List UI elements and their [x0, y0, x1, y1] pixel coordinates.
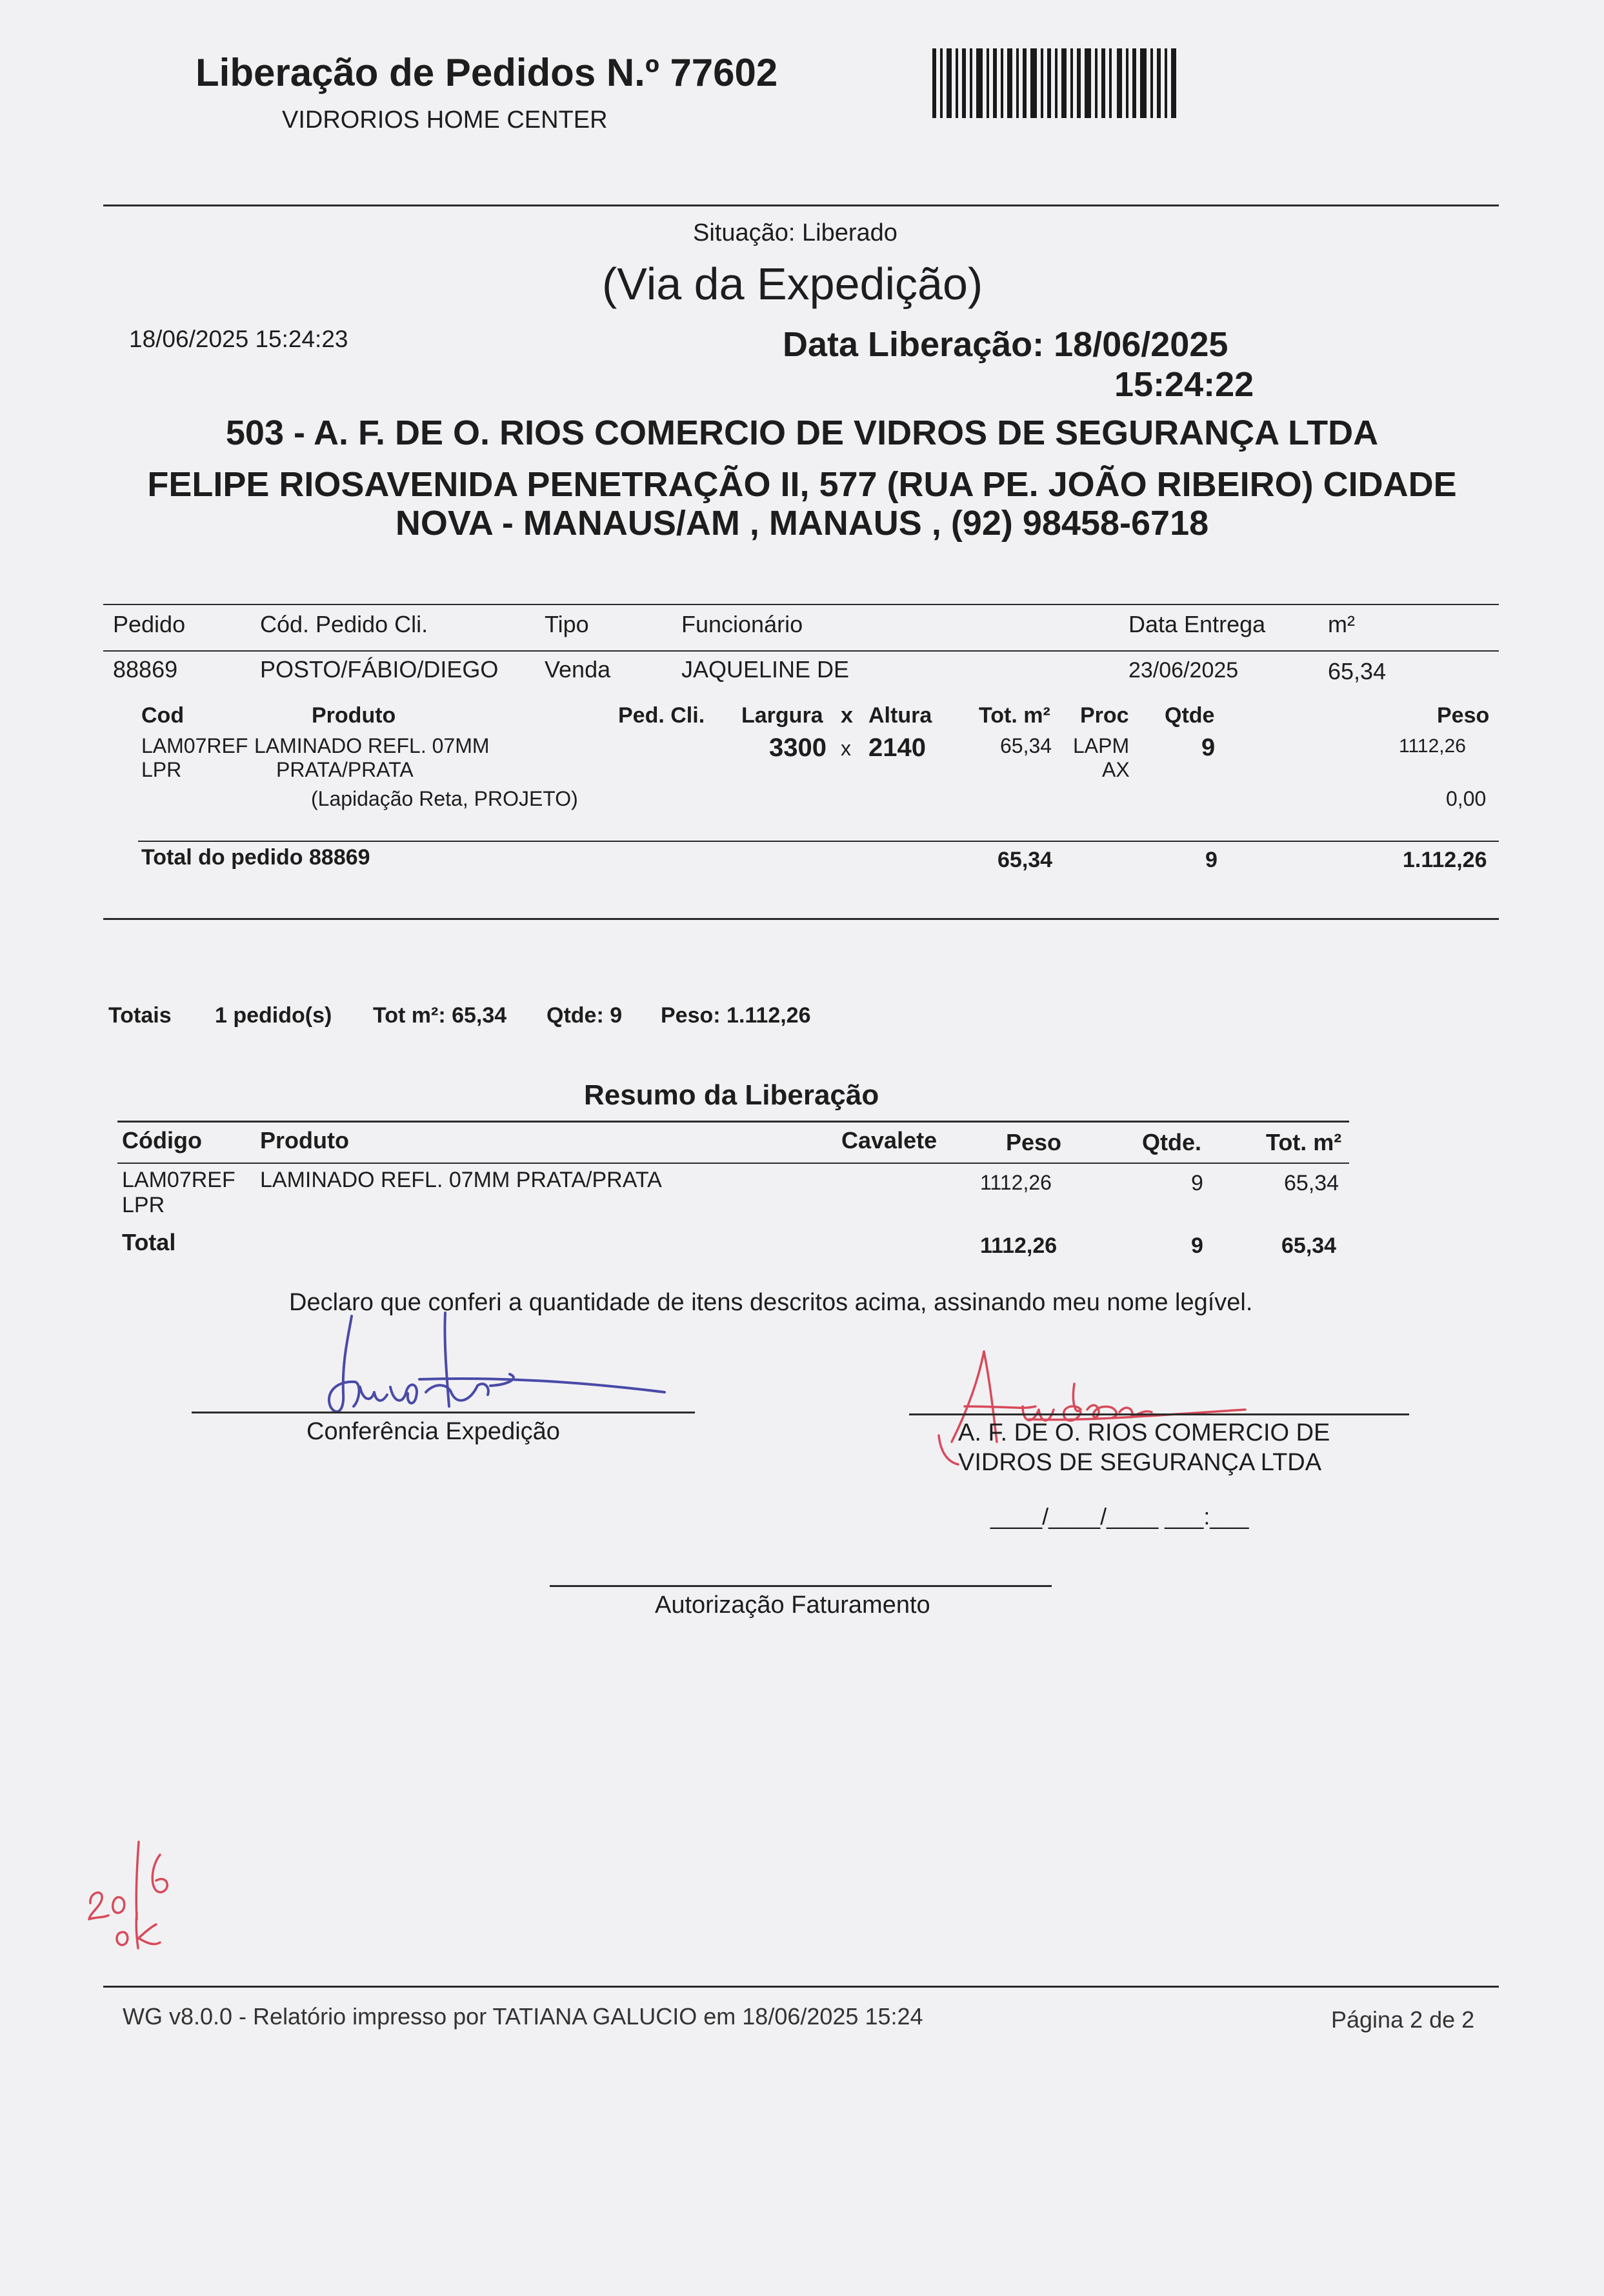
order-header-pedido: Pedido: [113, 611, 186, 637]
resumo-header-tot-m2: Tot. m²: [1266, 1129, 1342, 1155]
release-date: Data Liberação: 18/06/2025: [783, 325, 1228, 364]
resumo-produto: LAMINADO REFL. 07MM PRATA/PRATA: [260, 1168, 662, 1192]
client-name: 503 - A. F. DE O. RIOS COMERCIO DE VIDROS DE SEGURANÇA LTDA: [225, 414, 1379, 452]
order-cell-funcionario: JAQUELINE DE: [681, 656, 850, 683]
header-divider: [103, 205, 1499, 206]
items-header-ped-cli: Ped. Cli.: [618, 703, 705, 728]
resumo-total-tot-m2: 65,34: [1281, 1233, 1337, 1258]
footer-page-number: Página 2 de 2: [1331, 2006, 1475, 2033]
order-total-m2: 65,34: [997, 848, 1053, 872]
resumo-tot-m2: 65,34: [1284, 1171, 1339, 1195]
order-header-funcionario: Funcionário: [681, 611, 803, 637]
declaration-text: Declaro que conferi a quantidade de itens descritos acima, assinando meu nome legível.: [289, 1289, 1253, 1316]
situacao-label: Situação: Liberado: [693, 219, 897, 246]
items-header-qtde: Qtde: [1165, 703, 1215, 728]
resumo-header-cavalete: Cavalete: [841, 1127, 937, 1153]
resumo-top-rule: [117, 1121, 1349, 1123]
client-signature-line: [909, 1413, 1409, 1415]
items-total-rule: [138, 841, 1499, 842]
footer-rule: [103, 1986, 1499, 1988]
totais-m2: Tot m²: 65,34: [373, 1003, 507, 1028]
item-qtde: 9: [1201, 734, 1216, 761]
resumo-codigo-line1: LAM07REF: [122, 1168, 236, 1192]
company-name: VIDRORIOS HOME CENTER: [282, 106, 608, 134]
items-header-x: x: [841, 703, 853, 728]
release-time: 15:24:22: [1114, 365, 1254, 404]
order-cell-pedido: 88869: [113, 656, 178, 683]
resumo-header-rule: [117, 1163, 1349, 1164]
order-total-peso: 1.112,26: [1403, 848, 1487, 872]
resumo-header-produto: Produto: [260, 1127, 349, 1153]
resumo-codigo-line2: LPR: [122, 1193, 165, 1217]
item-tot-m2: 65,34: [1000, 734, 1052, 757]
resumo-total-qtde: 9: [1191, 1233, 1203, 1258]
via-label: (Via da Expedição): [602, 259, 983, 309]
item-produto-line1: LAMINADO REFL. 07MM: [254, 734, 490, 757]
client-address-line1: FELIPE RIOSAVENIDA PENETRAÇÃO II, 577 (RUA PE. JOÃO RIBEIRO) CIDADE: [147, 465, 1457, 504]
conferencia-signature-line: [192, 1412, 695, 1413]
items-header-cod: Cod: [141, 703, 185, 728]
items-header-tot-m2: Tot. m²: [979, 703, 1050, 728]
footer-printed-by: WG v8.0.0 - Relatório impresso por TATIANA GALUCIO em 18/06/2025 15:24: [123, 2003, 923, 2030]
client-address-line2: NOVA - MANAUS/AM , MANAUS , (92) 98458-6718: [395, 504, 1209, 543]
handwritten-note-icon: [77, 1816, 194, 1952]
order-cell-cod-cli: POSTO/FÁBIO/DIEGO: [260, 656, 499, 683]
resumo-qtde: 9: [1191, 1171, 1203, 1195]
item-valor: 0,00: [1446, 787, 1487, 810]
resumo-header-qtde: Qtde.: [1142, 1129, 1202, 1155]
autorizacao-label: Autorização Faturamento: [655, 1592, 930, 1619]
item-x: x: [841, 737, 851, 760]
item-proc-line2: AX: [1102, 758, 1130, 781]
date-time-blank: ____/____/____ ___:___: [990, 1503, 1249, 1530]
client-signature-name-line2: VIDROS DE SEGURANÇA LTDA: [958, 1449, 1322, 1476]
resumo-peso: 1112,26: [980, 1171, 1052, 1194]
item-peso: 1112,26: [1399, 735, 1466, 757]
barcode-icon: [932, 48, 1178, 118]
order-cell-m2: 65,34: [1328, 658, 1387, 684]
item-altura: 2140: [868, 734, 926, 762]
order-header-cod-cli: Cód. Pedido Cli.: [260, 611, 428, 637]
resumo-header-codigo: Código: [122, 1127, 202, 1153]
order-header-data-entrega: Data Entrega: [1128, 611, 1266, 637]
order-header-tipo: Tipo: [545, 611, 589, 637]
items-header-altura: Altura: [868, 703, 932, 728]
items-header-proc: Proc: [1080, 703, 1129, 728]
item-cod-line1: LAM07REF: [141, 734, 248, 757]
item-processo: (Lapidação Reta, PROJETO): [311, 787, 578, 810]
resumo-total-label: Total: [122, 1229, 176, 1255]
items-header-peso: Peso: [1437, 703, 1490, 728]
totais-peso: Peso: 1.112,26: [661, 1003, 811, 1028]
conferencia-label: Conferência Expedição: [306, 1418, 560, 1445]
orders-end-rule: [103, 918, 1499, 920]
totais-label: Totais: [108, 1003, 172, 1028]
item-produto-line2: PRATA/PRATA: [276, 758, 414, 781]
resumo-header-peso: Peso: [1006, 1129, 1062, 1155]
totais-qtde: Qtde: 9: [546, 1003, 623, 1028]
item-proc-line1: LAPM: [1073, 734, 1130, 757]
items-header-produto: Produto: [312, 703, 396, 728]
order-total-label: Total do pedido 88869: [141, 845, 370, 870]
order-header-m2: m²: [1328, 611, 1355, 637]
client-signature-name-line1: A. F. DE O. RIOS COMERCIO DE: [958, 1419, 1330, 1446]
order-total-qtde: 9: [1205, 848, 1218, 872]
resumo-total-peso: 1112,26: [980, 1233, 1058, 1258]
printed-timestamp: 18/06/2025 15:24:23: [129, 326, 348, 352]
order-table-top-rule: [103, 604, 1499, 605]
order-table-header-rule: [103, 650, 1499, 652]
items-header-largura: Largura: [741, 703, 823, 728]
resumo-title: Resumo da Liberação: [584, 1079, 879, 1111]
totais-pedidos: 1 pedido(s): [215, 1003, 332, 1028]
order-cell-tipo: Venda: [545, 656, 611, 683]
document-title: Liberação de Pedidos N.º 77602: [195, 51, 778, 94]
order-cell-data-entrega: 23/06/2025: [1128, 658, 1239, 683]
autorizacao-signature-line: [550, 1585, 1052, 1587]
item-cod-line2: LPR: [141, 758, 182, 781]
item-largura: 3300: [769, 734, 827, 762]
